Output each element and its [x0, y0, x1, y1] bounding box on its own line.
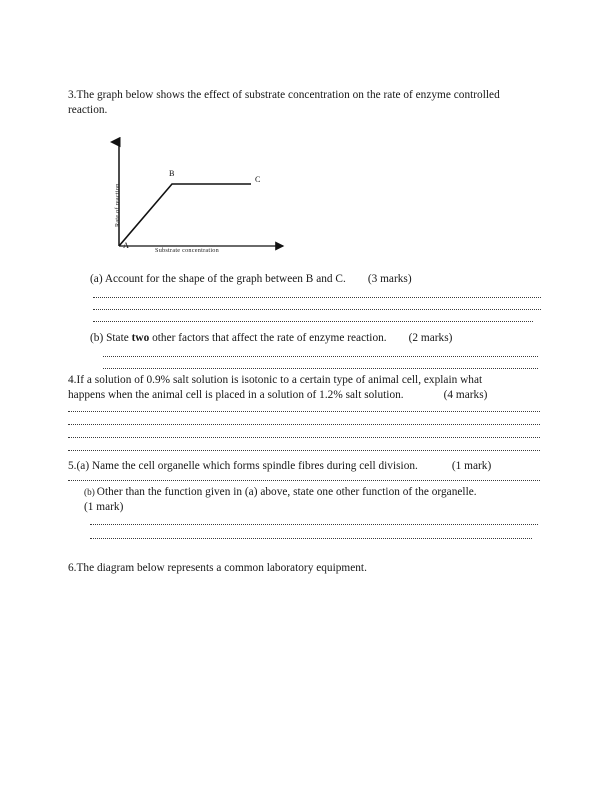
answer-line[interactable] [68, 423, 540, 425]
answer-line[interactable] [68, 436, 540, 438]
question-4-stem [68, 373, 538, 403]
question-6-stem: 6.The diagram below represents a common laboratory equipment. [68, 562, 367, 574]
question-4-stem-line-2 [68, 388, 538, 403]
question-3-stem-line-2: reaction. [68, 104, 108, 117]
question-3b-marks: (2 marks) [408, 332, 453, 344]
question-3a-marks: (3 marks) [367, 273, 412, 285]
answer-line[interactable] [68, 410, 540, 412]
question-4-stem-line-1: 4.If a solution of 0.9% salt solution is isotonic to a certain type of animal cell, explain what [68, 374, 483, 386]
graph-svg [105, 133, 305, 258]
point-label-a: A [123, 241, 129, 250]
question-3-stem [68, 88, 538, 118]
answer-line[interactable] [90, 523, 538, 525]
question-5b-marks: (1 mark) [84, 501, 124, 514]
x-axis-label: Substrate concentration [155, 247, 219, 254]
rate-curve [119, 184, 251, 246]
question-5b-label: (b) [84, 487, 95, 497]
answer-line[interactable] [90, 537, 532, 539]
question-3-stem-line-1: 3.The graph below shows the effect of substrate concentration on the rate of enzyme controlled [68, 89, 500, 101]
question-5a-marks: (1 mark) [451, 460, 492, 472]
question-5b-prompt-body: Other than the function given in (a) above, state one other function of the organelle. [96, 486, 477, 498]
point-label-c: C [255, 175, 261, 184]
answer-line[interactable] [93, 320, 533, 322]
enzyme-rate-graph [105, 133, 305, 258]
question-4-stem-line-2-text: happens when the animal cell is placed in a solution of 1.2% salt solution. [68, 389, 404, 402]
question-5a-prompt: 5.(a) Name the cell organelle which forms spindle fibres during cell division. [68, 460, 418, 472]
point-label-b: B [169, 169, 175, 178]
question-5b-text [84, 485, 534, 515]
question-3b-prompt-before: (b) State [90, 332, 132, 344]
answer-line[interactable] [93, 308, 541, 310]
question-3b-prompt-after: other factors that affect the rate of enzyme reaction. [149, 332, 387, 344]
question-5-stem [68, 459, 538, 474]
question-3b-text [90, 331, 530, 346]
answer-line[interactable] [68, 479, 540, 481]
question-4-marks: (4 marks) [443, 389, 488, 402]
y-axis-label: Rate of reaction [114, 183, 121, 227]
question-5b-prompt [84, 485, 534, 500]
question-3a-text [90, 272, 530, 287]
answer-line[interactable] [93, 296, 541, 298]
answer-line[interactable] [103, 355, 538, 357]
answer-line[interactable] [103, 367, 538, 369]
question-3a-prompt: (a) Account for the shape of the graph between B and C. [90, 273, 346, 285]
answer-line[interactable] [68, 449, 540, 451]
question-3b-bold-word: two [131, 332, 150, 344]
